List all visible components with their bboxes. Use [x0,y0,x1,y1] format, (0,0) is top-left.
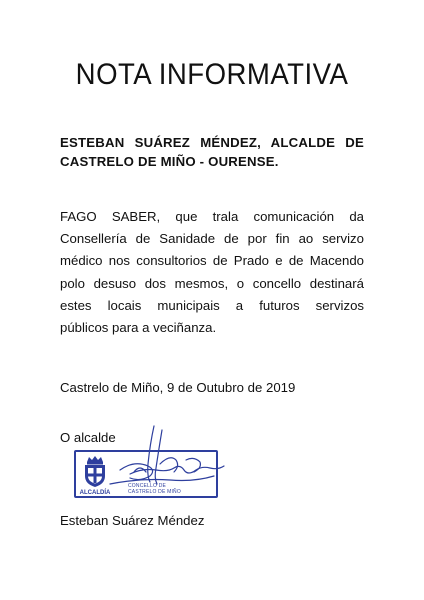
body-line: médico nos consultorios de Prado e de Macendo [60,253,364,269]
document-body [60,206,364,339]
signer-title: O alcalde [60,430,116,445]
body-line: estes locais municipais a futuros servizos [60,297,364,313]
body-line: polo desuso dos mesmos, o concello destinará [60,275,364,291]
document-title: NOTA INFORMATIVA [75,58,349,91]
heading-line: CASTRELO DE MIÑO - OURENSE. [60,154,279,169]
date-line: Castrelo de Miño, 9 de Outubro de 2019 [60,380,296,395]
stamp-text-line: CASTRELO DE MIÑO [128,488,181,495]
signer-name: Esteban Suárez Méndez [60,513,205,528]
body-line: Consellería de Sanidade de por fin ao servizo [60,231,364,247]
body-line: FAGO SABER, que trala comunicación da [60,209,364,224]
stamp-text-line: CONCELLO DE [128,483,167,489]
heading-line: ESTEBAN SUÁREZ MÉNDEZ, ALCALDE DE [60,135,364,150]
stamp-logo-label: ALCALDÍA [79,490,111,496]
document-heading [60,133,364,171]
handwritten-signature [90,424,230,500]
body-line: públicos para a veciñanza. [60,320,217,336]
